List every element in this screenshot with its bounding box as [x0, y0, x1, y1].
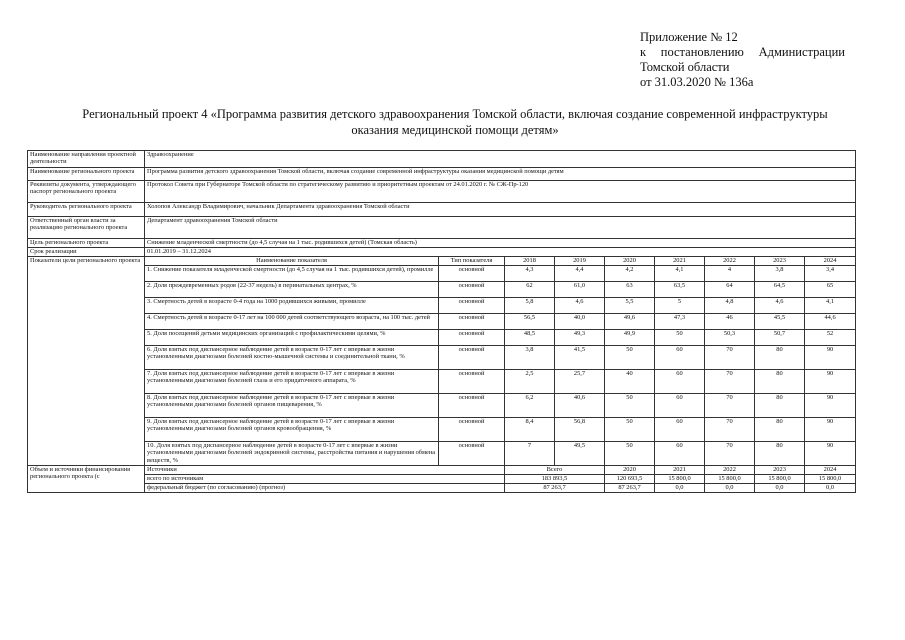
financing-total-header: Всего	[505, 466, 605, 475]
indicator-value: 70	[705, 442, 755, 466]
indicator-value: 50,7	[755, 330, 805, 346]
goal-label: Цель регионального проекта	[28, 239, 145, 248]
indicator-name: 2. Доля преждевременных родов (22-37 недель) в перинатальных центрах, %	[145, 282, 439, 298]
indicator-value: 90	[805, 418, 856, 442]
indicator-value: 90	[805, 394, 856, 418]
indicator-name: 4. Смертность детей в возрасте 0-17 лет на 100 000 детей соответствующего возраста, на 100 тыс. детей	[145, 314, 439, 330]
head-value: Холопов Александр Владимирович, начальник Департамента здравоохранения Томской области	[145, 203, 856, 217]
indicator-row	[28, 314, 856, 330]
indicator-value: 4,1	[805, 298, 856, 314]
indicator-value: 5,8	[505, 298, 555, 314]
indicator-name: 3. Смертность детей в возрасте 0-4 года на 1000 родившихся живыми, промилле	[145, 298, 439, 314]
indicator-value: 80	[755, 394, 805, 418]
indicator-value: 60	[655, 442, 705, 466]
term-value: 01.01.2019 – 31.12.2024	[145, 248, 856, 257]
indicator-name: 8. Доля взятых под диспансерное наблюдение детей в возрасте 0-17 лет с впервые в жизни установленными диагнозами болезней органов пищеварения, %	[145, 394, 439, 418]
direction-label: Наименование направления проектной деятельности	[28, 151, 145, 168]
annex-region: Томской области	[640, 60, 730, 74]
document-value: Протокол Совета при Губернаторе Томской области по стратегическому развитию и приоритетным проектам от 24.01.2020 г. № СЖ-Пр-120	[145, 181, 856, 203]
passport-row-document	[28, 181, 856, 203]
indicator-value: 60	[655, 418, 705, 442]
indicator-value: 49,6	[605, 314, 655, 330]
indicator-name: 5. Доля посещений детьми медицинских организаций с профилактическими целями, %	[145, 330, 439, 346]
financing-value: 87 263,7	[605, 484, 655, 493]
financing-value: 15 800,0	[705, 475, 755, 484]
indicators-section-label: Показатели цели регионального проекта	[28, 257, 145, 466]
document-label: Реквизиты документа, утверждающего паспорт регионального проекта	[28, 181, 145, 203]
indicator-value: 60	[655, 346, 705, 370]
indicator-value: 50	[605, 442, 655, 466]
project-name-label: Наименование регионального проекта	[28, 168, 145, 181]
document-title	[40, 106, 870, 138]
project-passport-table	[27, 150, 856, 493]
indicator-value: 90	[805, 370, 856, 394]
indicator-value: 70	[705, 394, 755, 418]
indicator-value: 45,5	[755, 314, 805, 330]
head-label: Руководитель регионального проекта	[28, 203, 145, 217]
direction-value: Здравоохранение	[145, 151, 856, 168]
financing-value: 0,0	[805, 484, 856, 493]
indicator-row	[28, 266, 856, 282]
annex-word-k: к	[640, 45, 647, 59]
indicator-type: основной	[439, 314, 505, 330]
indicator-value: 70	[705, 346, 755, 370]
indicator-value: 3,8	[505, 346, 555, 370]
indicator-value: 56,5	[505, 314, 555, 330]
indicator-type: основной	[439, 418, 505, 442]
indicator-value: 62	[505, 282, 555, 298]
indicator-value: 49,3	[555, 330, 605, 346]
indicator-row	[28, 330, 856, 346]
indicator-value: 46	[705, 314, 755, 330]
indicator-value: 90	[805, 442, 856, 466]
indicator-type: основной	[439, 442, 505, 466]
financing-year-header: 2024	[805, 466, 856, 475]
passport-row-authority	[28, 217, 856, 239]
indicator-value: 4,1	[655, 266, 705, 282]
indicator-value: 49,5	[555, 442, 605, 466]
indicator-type: основной	[439, 266, 505, 282]
financing-value: 0,0	[655, 484, 705, 493]
authority-label: Ответственный орган власти за реализацию регионального проекта	[28, 217, 145, 239]
indicator-value: 8,4	[505, 418, 555, 442]
financing-source-header: Источники	[145, 466, 505, 475]
indicator-value: 65	[805, 282, 856, 298]
indicator-value: 80	[755, 346, 805, 370]
indicator-value: 64,5	[755, 282, 805, 298]
indicator-value: 44,6	[805, 314, 856, 330]
indicator-type: основной	[439, 370, 505, 394]
financing-total: 183 893,5	[505, 475, 605, 484]
indicator-type: основной	[439, 298, 505, 314]
indicator-value: 50	[605, 394, 655, 418]
indicator-value: 25,7	[555, 370, 605, 394]
indicator-type-header: Тип показателя	[439, 257, 505, 266]
financing-year-header: 2020	[605, 466, 655, 475]
financing-total: 87 263,7	[505, 484, 605, 493]
financing-value: 0,0	[705, 484, 755, 493]
indicator-name: 6. Доля взятых под диспансерное наблюдение детей в возрасте 0-17 лет с впервые в жизни установленными диагнозами болезней костно-мышечной системы и соединительной ткани, %	[145, 346, 439, 370]
indicator-value: 70	[705, 370, 755, 394]
indicator-value: 40,0	[555, 314, 605, 330]
indicator-row	[28, 370, 856, 394]
indicator-value: 80	[755, 370, 805, 394]
indicator-value: 4	[705, 266, 755, 282]
annex-word-resolution: постановлению	[660, 45, 744, 59]
passport-row-goal	[28, 239, 856, 248]
indicator-value: 40	[605, 370, 655, 394]
indicator-name: 9. Доля взятых под диспансерное наблюдение детей в возрасте 0-17 лет с впервые в жизни установленными диагнозами болезней органов кровообращения, %	[145, 418, 439, 442]
title-line-2: оказания медицинской помощи детям»	[351, 123, 559, 137]
financing-year-header: 2022	[705, 466, 755, 475]
indicator-value: 70	[705, 418, 755, 442]
indicator-value: 3,8	[755, 266, 805, 282]
financing-row	[28, 484, 856, 493]
annex-resolution-line	[640, 45, 845, 60]
indicator-value: 40,6	[555, 394, 605, 418]
financing-source: всего по источникам	[145, 475, 505, 484]
annex-header	[640, 30, 860, 90]
year-header: 2018	[505, 257, 555, 266]
indicator-value: 4,8	[705, 298, 755, 314]
indicator-value: 5,5	[605, 298, 655, 314]
passport-row-project-name	[28, 168, 856, 181]
indicator-value: 90	[805, 346, 856, 370]
financing-section-label: Объем и источники финансирования регионального проекта (с	[28, 466, 145, 493]
indicator-value: 63	[605, 282, 655, 298]
indicator-value: 4,3	[505, 266, 555, 282]
annex-word-administration: Администрации	[758, 45, 845, 59]
indicator-row	[28, 442, 856, 466]
indicator-value: 63,5	[655, 282, 705, 298]
indicator-value: 3,4	[805, 266, 856, 282]
year-header: 2022	[705, 257, 755, 266]
financing-year-header: 2023	[755, 466, 805, 475]
indicator-value: 56,8	[555, 418, 605, 442]
passport-row-head	[28, 203, 856, 217]
indicator-value: 50	[605, 346, 655, 370]
indicator-value: 2,5	[505, 370, 555, 394]
year-header: 2024	[805, 257, 856, 266]
indicators-header-row	[28, 257, 856, 266]
indicator-type: основной	[439, 330, 505, 346]
indicator-value: 64	[705, 282, 755, 298]
goal-value: Снижение младенческой смертности (до 4,5 случая на 1 тыс. родившихся детей) (Томская область)	[145, 239, 856, 248]
indicator-value: 80	[755, 442, 805, 466]
indicator-row	[28, 282, 856, 298]
indicator-row	[28, 298, 856, 314]
indicator-value: 4,6	[555, 298, 605, 314]
indicator-value: 60	[655, 394, 705, 418]
authority-value: Департамент здравоохранения Томской области	[145, 217, 856, 239]
indicator-value: 47,3	[655, 314, 705, 330]
indicator-value: 49,9	[605, 330, 655, 346]
annex-number: Приложение № 12	[640, 30, 738, 44]
indicator-value: 6,2	[505, 394, 555, 418]
indicator-value: 50	[655, 330, 705, 346]
indicator-value: 80	[755, 418, 805, 442]
passport-row-term	[28, 248, 856, 257]
year-header: 2019	[555, 257, 605, 266]
project-name-value: Программа развития детского здравоохранения Томской области, включая создание современной инфраструктуры оказания медицинской помощи детям	[145, 168, 856, 181]
financing-year-header: 2021	[655, 466, 705, 475]
financing-value: 15 800,0	[655, 475, 705, 484]
indicator-value: 4,4	[555, 266, 605, 282]
indicator-name: 10. Доля взятых под диспансерное наблюдение детей в возрасте 0-17 лет с впервые в жизни установленными диагнозами болезней эндокринной системы, расстройства питания и нарушения обмена веществ, %	[145, 442, 439, 466]
financing-header-row	[28, 466, 856, 475]
indicator-type: основной	[439, 346, 505, 370]
indicator-name-header: Наименование показателя	[145, 257, 439, 266]
financing-value: 15 800,0	[755, 475, 805, 484]
financing-row	[28, 475, 856, 484]
indicator-type: основной	[439, 282, 505, 298]
indicator-row	[28, 346, 856, 370]
indicator-row	[28, 418, 856, 442]
indicator-value: 48,5	[505, 330, 555, 346]
year-header: 2021	[655, 257, 705, 266]
indicator-value: 5	[655, 298, 705, 314]
year-header: 2020	[605, 257, 655, 266]
financing-value: 15 800,0	[805, 475, 856, 484]
indicator-value: 50	[605, 418, 655, 442]
financing-source: федеральный бюджет (по согласованию) (прогноз)	[145, 484, 505, 493]
title-line-1: Региональный проект 4 «Программа развития детского здравоохранения Томской области, включая создание современной инфраструктуры	[82, 107, 828, 121]
indicator-value: 4,2	[605, 266, 655, 282]
year-header: 2023	[755, 257, 805, 266]
indicator-type: основной	[439, 394, 505, 418]
indicator-value: 60	[655, 370, 705, 394]
indicator-value: 52	[805, 330, 856, 346]
indicator-value: 50,3	[705, 330, 755, 346]
passport-row-direction	[28, 151, 856, 168]
financing-value: 120 693,5	[605, 475, 655, 484]
indicator-name: 1. Снижение показателя младенческой смертности (до 4,5 случая на 1 тыс. родившихся детей), промилле	[145, 266, 439, 282]
financing-value: 0,0	[755, 484, 805, 493]
indicator-value: 41,5	[555, 346, 605, 370]
annex-date: от 31.03.2020 № 136а	[640, 75, 754, 89]
indicator-value: 4,6	[755, 298, 805, 314]
indicator-name: 7. Доля взятых под диспансерное наблюдение детей в возрасте 0-17 лет с впервые в жизни установленными диагнозами болезней глаза и его придаточного аппарата, %	[145, 370, 439, 394]
indicator-value: 61,0	[555, 282, 605, 298]
indicator-row	[28, 394, 856, 418]
term-label: Срок реализации	[28, 248, 145, 257]
indicator-value: 7	[505, 442, 555, 466]
